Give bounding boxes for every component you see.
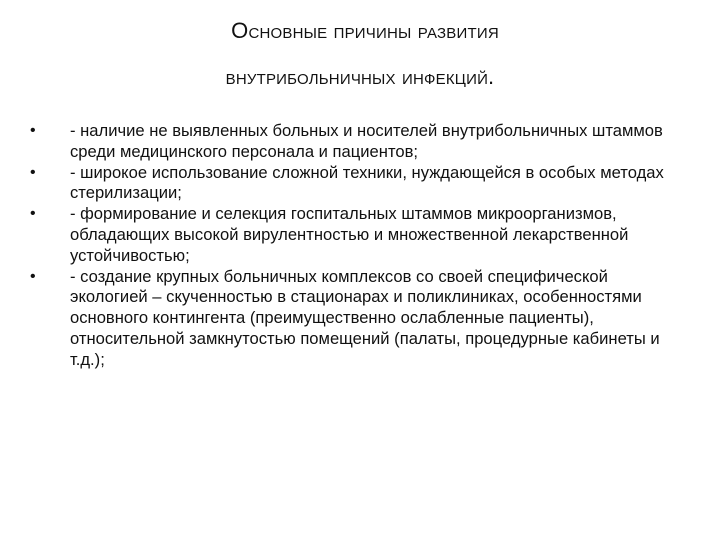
bullet-text: - широкое использование сложной техники, нуждающейся в особых методах стерилизации; — [70, 162, 664, 203]
bullet-item — [30, 163, 690, 205]
bullet-icon: • — [30, 267, 36, 285]
bullet-icon: • — [30, 205, 36, 223]
bullet-item — [30, 267, 690, 371]
slide-title — [60, 6, 660, 102]
slide-title-line-2: внутрибольничных инфекций. — [225, 64, 495, 89]
bullet-item — [30, 121, 690, 163]
bullet-item — [30, 204, 690, 266]
slide-title-line-1: Основные причины развития — [231, 18, 499, 43]
bullet-text: - создание крупных больничных комплексов со своей специфической экологией – скученностью в стационарах и поликлиниках, особенностями основного контингента (преимущественно ослабленные пациенты), относительной замкнутостью помещений (палаты, процедурные кабинеты и т.д.); — [70, 266, 660, 369]
bullet-text: - формирование и селекция госпитальных штаммов микроорганизмов, обладающих высокой вирулентностью и множественной лекарственной устойчивостью; — [70, 204, 629, 265]
bullet-text: - наличие не выявленных больных и носителей внутрибольничных штаммов среди медицинского персонала и пациентов; — [70, 121, 663, 161]
bullet-icon: • — [30, 122, 36, 139]
bullet-icon: • — [30, 163, 36, 181]
bullet-list — [30, 121, 690, 371]
